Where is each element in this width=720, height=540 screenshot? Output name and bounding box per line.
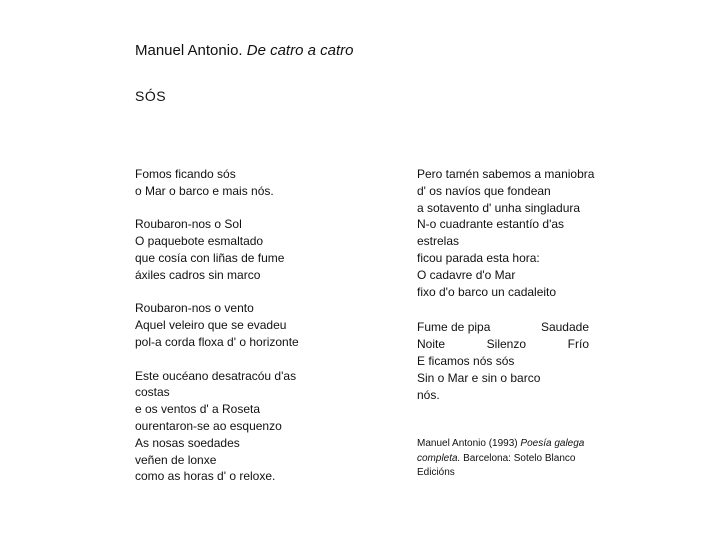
verse-line-split xyxy=(417,336,589,353)
verse-line: O paquebote esmaltado xyxy=(135,234,264,249)
stanza-6 xyxy=(417,319,657,403)
verse-line: ficou parada esta hora: xyxy=(417,250,540,265)
verse-line: Roubaron-nos o Sol xyxy=(135,217,242,232)
verse-fragment: Fume de pipa xyxy=(417,320,491,335)
verse-line: N-o cuadrante estantío d'as xyxy=(417,217,565,232)
author-name: Manuel Antonio. xyxy=(135,42,243,59)
verse-fragment: Saudade xyxy=(540,320,589,335)
verse-line: pol-a corda floxa d' o horizonte xyxy=(135,334,299,349)
verse-fragment: Frío xyxy=(567,337,589,352)
verse-line: E ficamos nós sós xyxy=(417,353,515,368)
verse-line: As nosas soedades xyxy=(135,435,240,450)
verse-line: nós. xyxy=(417,387,440,402)
verse-line: Aquel veleiro que se evadeu xyxy=(135,318,287,333)
verse-line: O cadavre d'o Mar xyxy=(417,267,516,282)
stanza-1 xyxy=(135,166,365,200)
verse-line: ourentaron-se ao esquenzo xyxy=(135,418,282,433)
verse-line: o Mar o barco e mais nós. xyxy=(135,183,274,198)
verse-line: Fomos ficando sós xyxy=(135,167,236,181)
verse-line-split xyxy=(417,319,589,336)
verse-line: costas xyxy=(135,385,170,400)
stanza-5 xyxy=(417,166,657,300)
stanza-4 xyxy=(135,368,365,486)
poem-title: SÓS xyxy=(135,88,167,104)
verse-line: d' os navíos que fondean xyxy=(417,183,551,198)
verse-line: que cosía con liñas de fume xyxy=(135,250,285,265)
verse-line: como as horas d' o reloxe. xyxy=(135,469,276,484)
verse-line: fixo d'o barco un cadaleito xyxy=(417,284,557,299)
verse-line: Sin o Mar e sin o barco xyxy=(417,370,541,385)
verse-fragment: Silenzo xyxy=(486,337,527,352)
verse-line: Este oucéano desatracóu d'as xyxy=(135,368,297,383)
verse-line: e os ventos d' a Roseta xyxy=(135,402,261,417)
work-title: De catro a catro xyxy=(246,42,354,59)
verse-line: veñen de lonxe xyxy=(135,452,217,467)
stanza-3 xyxy=(135,300,365,350)
citation-title: Poesía galega completa. xyxy=(417,438,585,464)
citation xyxy=(417,437,607,481)
left-column xyxy=(135,166,365,485)
verse-fragment: Noite xyxy=(417,337,446,352)
verse-line: Roubaron-nos o vento xyxy=(135,301,254,316)
right-column xyxy=(417,166,657,403)
verse-line: áxiles cadros sin marco xyxy=(135,267,261,282)
citation-prefix: Manuel Antonio (1993) xyxy=(417,438,518,449)
verse-line: a sotavento d' unha singladura xyxy=(417,200,581,215)
verse-line: estrelas xyxy=(417,234,460,249)
citation-publisher: Barcelona: Sotelo Blanco Edicións xyxy=(417,452,576,478)
verse-line: Pero tamén sabemos a maniobra xyxy=(417,167,595,181)
stanza-2 xyxy=(135,216,365,283)
document-title xyxy=(135,42,353,59)
